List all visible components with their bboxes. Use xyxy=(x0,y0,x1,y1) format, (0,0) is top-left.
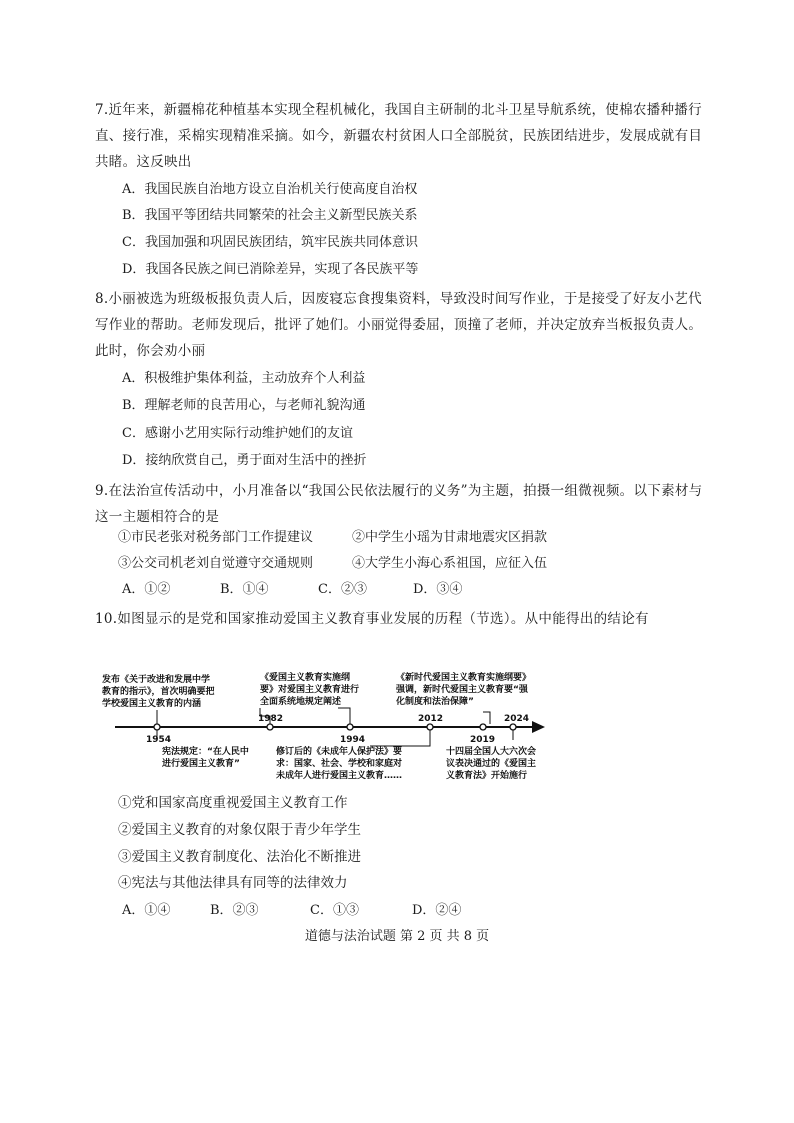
q9-item-2: ②中学生小瑶为甘肃地震灾区捐款 xyxy=(352,530,548,545)
connector-2012-bottom xyxy=(370,730,430,746)
q10-statement-3: ③爱国主义教育制度化、法治化不断推进 xyxy=(118,849,361,865)
question-10-stem: 10.如图显示的是党和国家推动爱国主义教育事业发展的历程（节选）。从中能得出的结论有 xyxy=(95,611,649,627)
q9-item-3: ③公交司机老刘自觉遵守交通规则 xyxy=(118,556,314,571)
timeline-year-2024: 2024 xyxy=(504,714,530,724)
timeline-point-2012 xyxy=(427,724,433,730)
timeline-note-top-3-line2: 强调，新时代爱国主义教育要“强 xyxy=(396,685,528,695)
timeline-note-top-1-line2: 教育的指示》，首次明确要把 xyxy=(102,687,215,697)
q9-item-1: ①市民老张对税务部门工作提建议 xyxy=(118,530,314,545)
q8-option-b: B．理解老师的良苦用心，与老师礼貌沟通 xyxy=(122,398,366,413)
q10-statement-4: ④宪法与其他法律具有同等的法律效力 xyxy=(118,875,348,891)
q10-answer-b: B．②③ xyxy=(210,903,259,918)
timeline-note-bottom-2-line2: 求：国家、社会、学校和家庭对 xyxy=(276,759,403,769)
timeline-note-top-2-line2: 要》对爱国主义教育进行 xyxy=(260,685,360,695)
q8-option-a: A．积极维护集体利益，主动放弃个人利益 xyxy=(122,371,366,386)
q10-answer-d: D．②④ xyxy=(412,903,462,918)
q10-answer-c: C．①③ xyxy=(310,903,359,918)
timeline-year-1994: 1994 xyxy=(340,735,366,745)
timeline-point-1994 xyxy=(347,724,353,730)
timeline-figure xyxy=(100,660,560,780)
timeline-note-top-3-line1: 《新时代爱国主义教育实施纲要》 xyxy=(396,673,532,683)
timeline-note-top-2-line1: 《爱国主义教育实施纲 xyxy=(260,673,351,683)
timeline-note-top-1-line3: 学校爱国主义教育的内涵 xyxy=(102,699,202,709)
timeline-point-1982 xyxy=(267,724,273,730)
timeline-note-bottom-3-line3: 义教育法》开始施行 xyxy=(446,771,528,780)
timeline-note-top-1-line1: 发布《关于改进和发展中学 xyxy=(102,675,211,685)
q9-answer-d: D．③④ xyxy=(413,582,463,597)
q10-statement-2: ②爱国主义教育的对象仅限于青少年学生 xyxy=(118,822,361,838)
q7-option-a: A．我国民族自治地方设立自治机关行使高度自治权 xyxy=(122,182,418,197)
question-8-stem: 8.小丽被选为班级板报负责人后，因废寝忘食搜集资料，导致没时间写作业，于是接受了好友小艺代写作业的帮助。老师发现后，批评了她们。小丽觉得委屈，顶撞了老师，并决定放弃当板报负责人。此时，你会劝小丽 xyxy=(95,291,703,359)
q7-option-b: B．我国平等团结共同繁荣的社会主义新型民族关系 xyxy=(122,208,418,223)
timeline-point-2024 xyxy=(510,724,516,730)
question-7-stem: 7.近年来，新疆棉花种植基本实现全程机械化，我国自主研制的北斗卫星导航系统，使棉农播种播行直、接行准，采棉实现精准采摘。如今，新疆农村贫困人口全部脱贫，民族团结进步，发展成就有目共睹。这反映出 xyxy=(95,102,703,170)
q9-answer-b: B．①④ xyxy=(220,582,269,597)
timeline-point-1954 xyxy=(154,724,160,730)
timeline-note-bottom-2-line3: 未成年人进行爱国主义教育…… xyxy=(276,771,403,780)
timeline-note-bottom-1-line2: 进行爱国主义教育” xyxy=(162,759,240,769)
timeline-note-bottom-2-line1: 修订后的《未成年人保护法》要 xyxy=(276,747,403,757)
timeline-note-top-3-line3: 化制度和法治保障” xyxy=(396,697,474,707)
q8-option-d: D．接纳欣赏自己，勇于面对生活中的挫折 xyxy=(122,453,367,468)
q10-statement-1: ①党和国家高度重视爱国主义教育工作 xyxy=(118,795,348,811)
page-footer: 道德与法治试题 第 2 页 共 8 页 xyxy=(304,929,490,944)
timeline-year-2012: 2012 xyxy=(418,714,444,724)
q7-option-d: D．我国各民族之间已消除差异，实现了各民族平等 xyxy=(122,262,419,277)
q9-answer-c: C．②③ xyxy=(318,582,367,597)
q10-answer-a: A．①④ xyxy=(122,903,171,918)
q8-option-c: C．感谢小艺用实际行动维护她们的友谊 xyxy=(122,426,353,441)
timeline-note-bottom-3-line2: 议表决通过的《爱国主 xyxy=(446,759,537,769)
q7-option-c: C．我国加强和巩固民族团结，筑牢民族共同体意识 xyxy=(122,235,418,250)
timeline-note-bottom-1-line1: 宪法规定：“在人民中 xyxy=(162,747,249,757)
timeline-year-1982: 1982 xyxy=(258,714,284,724)
timeline-point-2019 xyxy=(480,724,486,730)
connector-1994-top xyxy=(338,708,350,724)
question-9-stem: 9.在法治宣传活动中，小月准备以“我国公民依法履行的义务”为主题，拍摄一组微视频。以下素材与这一主题相符合的是 xyxy=(95,483,703,525)
q9-item-4: ④大学生小海心系祖国，应征入伍 xyxy=(352,556,548,571)
connector-2019-top xyxy=(483,712,490,724)
timeline-year-2019: 2019 xyxy=(470,735,496,745)
q9-answer-a: A．①② xyxy=(122,582,171,597)
timeline-year-1954: 1954 xyxy=(146,735,172,745)
timeline-note-bottom-3-line1: 十四届全国人大六次会 xyxy=(446,747,537,757)
timeline-note-top-2-line3: 全面系统地规定阐述 xyxy=(260,697,342,707)
timeline-arrow-icon xyxy=(532,721,545,733)
